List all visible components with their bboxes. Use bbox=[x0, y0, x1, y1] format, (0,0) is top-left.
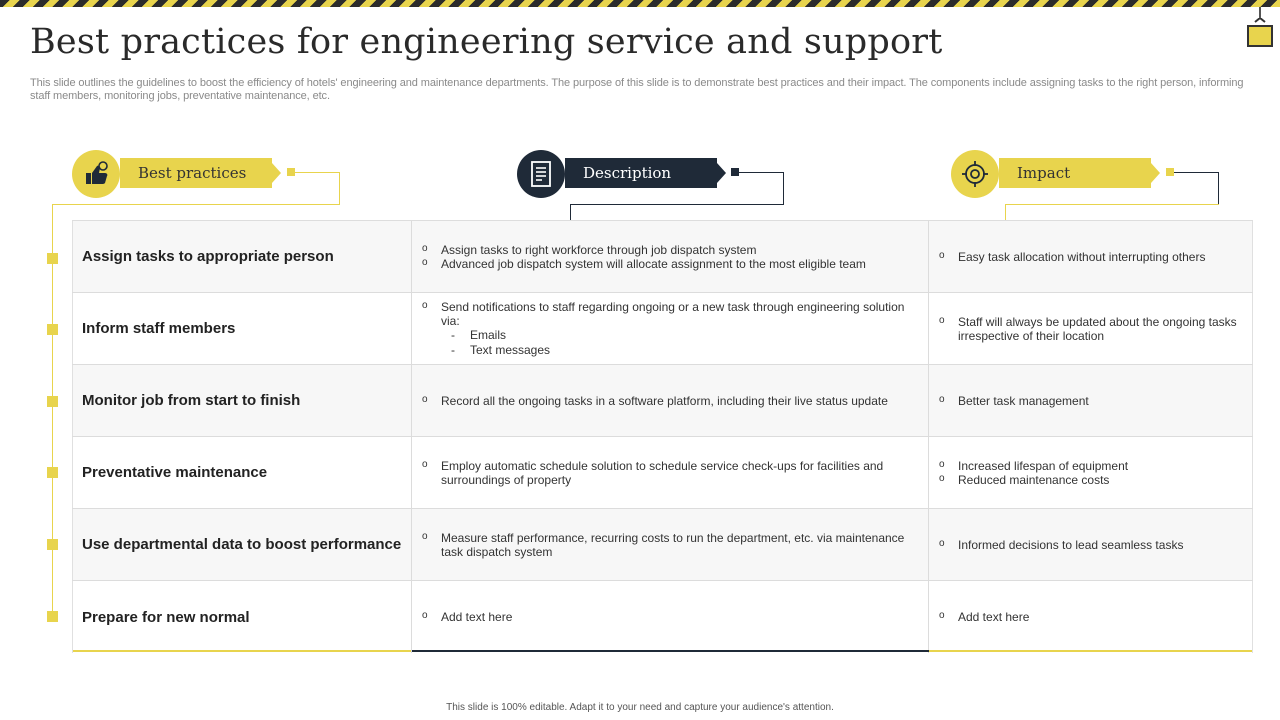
impact-cell bbox=[929, 437, 1253, 508]
connector-line bbox=[1005, 204, 1219, 205]
timeline-marker bbox=[47, 324, 58, 335]
description-cell bbox=[412, 221, 929, 292]
impact-bullet: o Increased lifespan of equipment bbox=[939, 459, 1242, 473]
timeline-line bbox=[52, 205, 53, 617]
impact-cell bbox=[929, 581, 1253, 653]
impact-cell bbox=[929, 509, 1253, 580]
connector-line bbox=[570, 204, 571, 220]
connector-line bbox=[52, 204, 340, 205]
practice-cell: Assign tasks to appropriate person bbox=[72, 221, 412, 292]
timeline-marker bbox=[47, 396, 58, 407]
hazard-stripe bbox=[0, 0, 1280, 7]
table-row bbox=[72, 365, 1253, 437]
description-bullet: o Add text here bbox=[422, 610, 916, 624]
connector-line bbox=[339, 172, 340, 204]
thumbs-up-icon bbox=[72, 150, 120, 198]
connector-line bbox=[1218, 172, 1219, 204]
table-row bbox=[72, 221, 1253, 293]
page-title: Best practices for engineering service and support bbox=[30, 22, 943, 62]
timeline-marker bbox=[47, 253, 58, 264]
description-bullet: o Send notifications to staff regarding ongoing or a new task through engineering solution via: bbox=[422, 300, 916, 328]
connector-line bbox=[295, 172, 340, 173]
connector-line bbox=[1005, 204, 1006, 220]
description-cell bbox=[412, 581, 929, 653]
table-row bbox=[72, 437, 1253, 509]
practices-table bbox=[72, 220, 1253, 652]
impact-cell bbox=[929, 221, 1253, 292]
target-icon bbox=[951, 150, 999, 198]
header-label: Best practices bbox=[120, 158, 272, 188]
footer-note: This slide is 100% editable. Adapt it to your need and capture your audience's attention. bbox=[446, 702, 834, 713]
page-subtitle: This slide outlines the guidelines to boost the efficiency of hotels' engineering and maintenance departments. The purpose of this slide is to demonstrate best practices and their impact. The components include assigning tasks to the right person, informing staff members, monitoring jobs, preventative maintenance, etc. bbox=[30, 77, 1244, 102]
impact-cell bbox=[929, 365, 1253, 436]
impact-cell bbox=[929, 293, 1253, 364]
impact-bullet: o Staff will always be updated about the ongoing tasks irrespective of their location bbox=[939, 315, 1242, 343]
impact-bullet: o Informed decisions to lead seamless tasks bbox=[939, 538, 1242, 552]
table-row bbox=[72, 293, 1253, 365]
connector-dot bbox=[1166, 168, 1174, 176]
practice-cell: Use departmental data to boost performance bbox=[72, 509, 412, 580]
hanging-box-icon bbox=[1246, 18, 1274, 48]
timeline-marker bbox=[47, 611, 58, 622]
description-cell bbox=[412, 509, 929, 580]
practice-cell: Inform staff members bbox=[72, 293, 412, 364]
connector-line bbox=[1174, 172, 1219, 173]
header-label: Description bbox=[565, 158, 717, 188]
document-icon bbox=[517, 150, 565, 198]
connector-dot bbox=[287, 168, 295, 176]
timeline-marker bbox=[47, 467, 58, 478]
description-cell bbox=[412, 437, 929, 508]
table-row bbox=[72, 509, 1253, 581]
description-cell bbox=[412, 365, 929, 436]
impact-bullet: o Better task management bbox=[939, 394, 1242, 408]
impact-bullet: o Reduced maintenance costs bbox=[939, 473, 1242, 487]
description-sub-item: - Text messages bbox=[422, 343, 916, 358]
description-bullet: o Measure staff performance, recurring costs to run the department, etc. via maintenance task dispatch system bbox=[422, 531, 916, 559]
connector-line bbox=[739, 172, 784, 173]
description-bullet: o Assign tasks to right workforce through job dispatch system bbox=[422, 243, 916, 257]
connector-line bbox=[570, 204, 784, 205]
header-label: Impact bbox=[999, 158, 1151, 188]
practice-cell: Monitor job from start to finish bbox=[72, 365, 412, 436]
table-row bbox=[72, 581, 1253, 653]
connector-dot bbox=[731, 168, 739, 176]
description-sub-item: - Emails bbox=[422, 328, 916, 343]
timeline-marker bbox=[47, 539, 58, 550]
impact-bullet: o Add text here bbox=[939, 610, 1242, 624]
description-bullet: o Employ automatic schedule solution to schedule service check-ups for facilities and surroundings of property bbox=[422, 459, 916, 487]
description-bullet: o Record all the ongoing tasks in a software platform, including their live status update bbox=[422, 394, 916, 408]
practice-cell: Prepare for new normal bbox=[72, 581, 412, 653]
practice-cell: Preventative maintenance bbox=[72, 437, 412, 508]
impact-bullet: o Easy task allocation without interrupting others bbox=[939, 250, 1242, 264]
description-cell bbox=[412, 293, 929, 364]
table-bottom-accent bbox=[412, 650, 929, 652]
description-bullet: o Advanced job dispatch system will allocate assignment to the most eligible team bbox=[422, 257, 916, 271]
connector-line bbox=[783, 172, 784, 204]
